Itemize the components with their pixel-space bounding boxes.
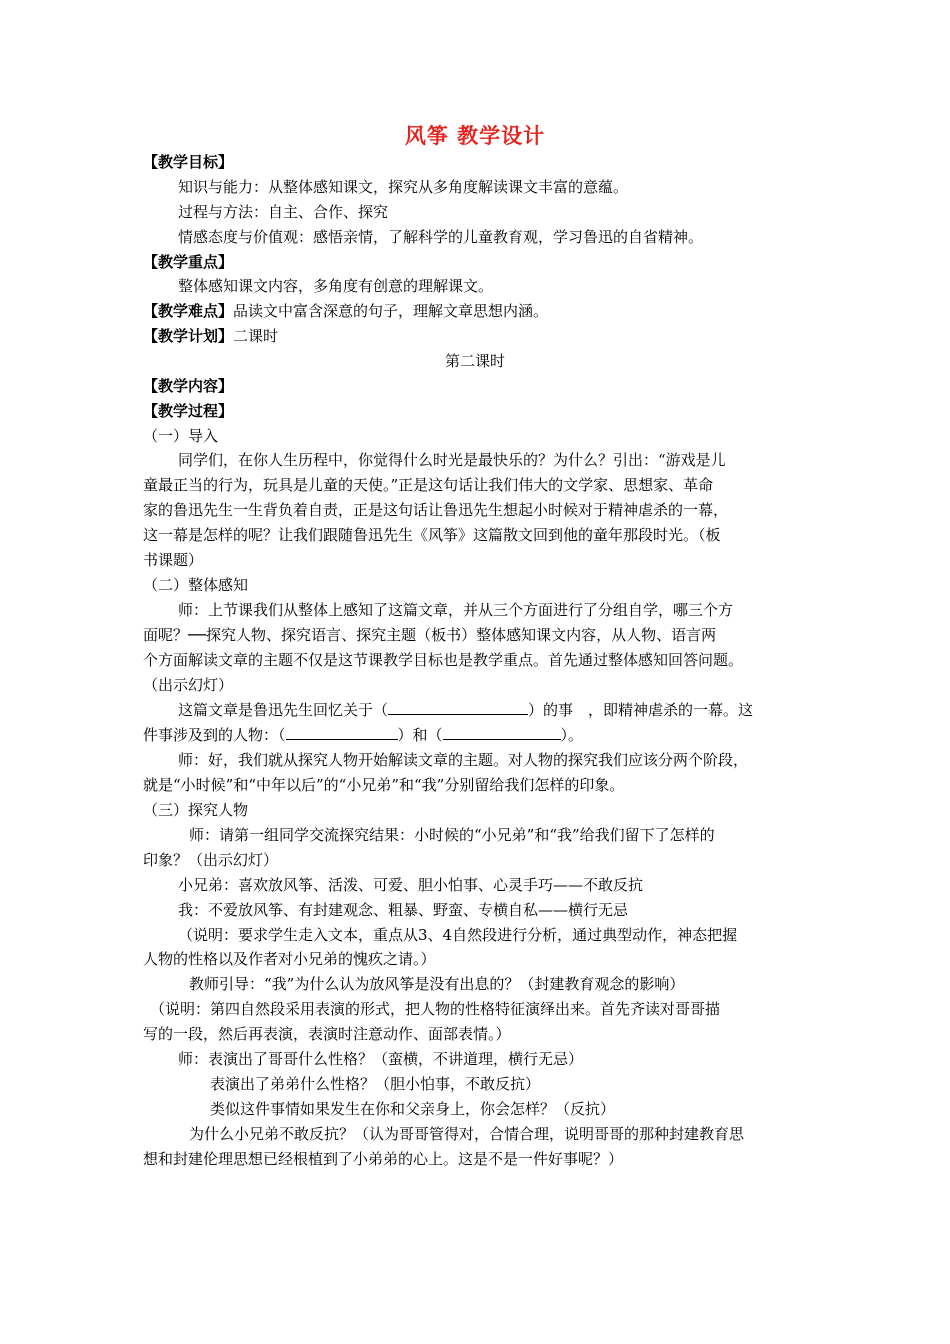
paragraph-line: 师：好，我们就从探究人物开始解读文章的主题。对人物的探究我们应该分两个阶段， xyxy=(178,751,749,769)
question-text: ）和（ xyxy=(397,726,443,744)
paragraph-line: 师：请第一组同学交流探究结果：小时候的“小兄弟”和“我”给我们留下了怎样的 xyxy=(189,826,715,844)
paragraph-line: 童最正当的行为，玩具是儿童的天使。”正是这句话让我们伟大的文学家、思想家、革命 xyxy=(143,476,714,494)
section-heading-difficulty: 【教学难点】 xyxy=(143,302,234,320)
lesson-label: 第二课时 xyxy=(444,352,505,370)
section-heading-process: 【教学过程】 xyxy=(143,402,234,420)
answer-blank xyxy=(286,725,398,740)
paragraph-line: 想和封建伦理思想已经根植到了小弟弟的心上。这是不是一件好事呢？） xyxy=(143,1150,624,1168)
section-heading-goals: 【教学目标】 xyxy=(143,153,234,171)
section-heading-content: 【教学内容】 xyxy=(143,377,234,395)
question-line-2 xyxy=(143,723,811,747)
narrator-traits: 我：不爱放风筝、有封建观念、粗暴、野蛮、专横自私——横行无忌 xyxy=(178,901,629,919)
answer-blank xyxy=(388,700,528,715)
question-text: ）。 xyxy=(560,726,584,744)
teacher-guide: 教师引导：“我”为什么认为放风筝是没有出息的？（封建教育观念的影响） xyxy=(189,975,685,993)
question-line-1 xyxy=(178,698,846,722)
paragraph-line: 师：上节课我们从整体上感知了这篇文章，并从三个方面进行了分组自学，哪三个方 xyxy=(178,601,734,619)
difficulty-line xyxy=(143,299,811,323)
subsection-characters: （三）探究人物 xyxy=(143,801,249,819)
note-line: （说明：第四自然段采用表演的形式，把人物的性格特征演绎出来。首先齐读对哥哥描 xyxy=(150,1000,721,1018)
paragraph-line: 面呢？──探究人物、探究语言、探究主题（板书）整体感知课文内容，从人物、语言两 xyxy=(143,626,717,644)
difficulty-text: 品读文中富含深意的句子，理解文章思想内涵。 xyxy=(233,302,549,320)
brother-traits: 小兄弟：喜欢放风筝、活泼、可爱、胆小怕事、心灵手巧——不敢反抗 xyxy=(178,876,644,894)
goal-process: 过程与方法：自主、合作、探究 xyxy=(178,203,389,221)
teacher-question: 表演出了弟弟什么性格？（胆小怕事，不敢反抗） xyxy=(210,1075,541,1093)
teacher-question: 师：表演出了哥哥什么性格？（蛮横，不讲道理，横行无忌） xyxy=(178,1050,584,1068)
subsection-overview: （二）整体感知 xyxy=(143,576,249,594)
paragraph-line: 同学们，在你人生历程中，你觉得什么时光是最快乐的？为什么？引出：“游戏是儿 xyxy=(178,451,726,469)
teacher-question: 类似这件事情如果发生在你和父亲身上，你会怎样？（反抗） xyxy=(210,1100,616,1118)
plan-text: 二课时 xyxy=(233,327,279,345)
paragraph-line: 印象？（出示幻灯） xyxy=(143,851,279,869)
key-points-text: 整体感知课文内容，多角度有创意的理解课文。 xyxy=(178,277,494,295)
paragraph-line: 个方面解读文章的主题不仅是这节课教学目标也是教学重点。首先通过整体感知回答问题。 xyxy=(143,651,744,669)
paragraph-line: （出示幻灯） xyxy=(143,676,234,694)
paragraph-line: 为什么小兄弟不敢反抗？（认为哥哥管得对，合情合理，说明哥哥的那种封建教育思 xyxy=(189,1125,745,1143)
plan-line xyxy=(143,324,811,348)
note-line: 写的一段，然后再表演，表演时注意动作、面部表情。） xyxy=(143,1025,511,1043)
question-text: ）的事 ，即精神虐杀的一幕。这 xyxy=(528,701,754,719)
answer-blank xyxy=(443,725,561,740)
subsection-intro: （一）导入 xyxy=(143,427,219,445)
question-text: 这篇文章是鲁迅先生回忆关于（ xyxy=(178,701,389,719)
document-title: 风筝 教学设计 xyxy=(404,124,546,148)
question-text: 件事涉及到的人物：（ xyxy=(143,726,286,744)
section-heading-plan: 【教学计划】 xyxy=(143,327,234,345)
goal-knowledge: 知识与能力：从整体感知课文，探究从多角度解读课文丰富的意蕴。 xyxy=(178,178,629,196)
note-line: 人物的性格以及作者对小兄弟的愧疚之请。） xyxy=(143,950,436,968)
note-line: （说明：要求学生走入文本，重点从3、4自然段进行分析，通过典型动作，神态把握 xyxy=(178,926,738,944)
section-heading-key-points: 【教学重点】 xyxy=(143,253,234,271)
paragraph-line: 书课题） xyxy=(143,551,204,569)
goal-emotion: 情感态度与价值观：感悟亲情，了解科学的儿童教育观，学习鲁迅的自省精神。 xyxy=(178,228,704,246)
paragraph-line: 家的鲁迅先生一生背负着自责，正是这句话让鲁迅先生想起小时候对于精神虐杀的一幕， xyxy=(143,501,729,519)
paragraph-line: 这一幕是怎样的呢？让我们跟随鲁迅先生《风筝》这篇散文回到他的童年那段时光。（板 xyxy=(143,526,721,544)
paragraph-line: 就是“小时候”和“中年以后”的“小兄弟”和“我”分别留给我们怎样的印象。 xyxy=(143,776,625,794)
